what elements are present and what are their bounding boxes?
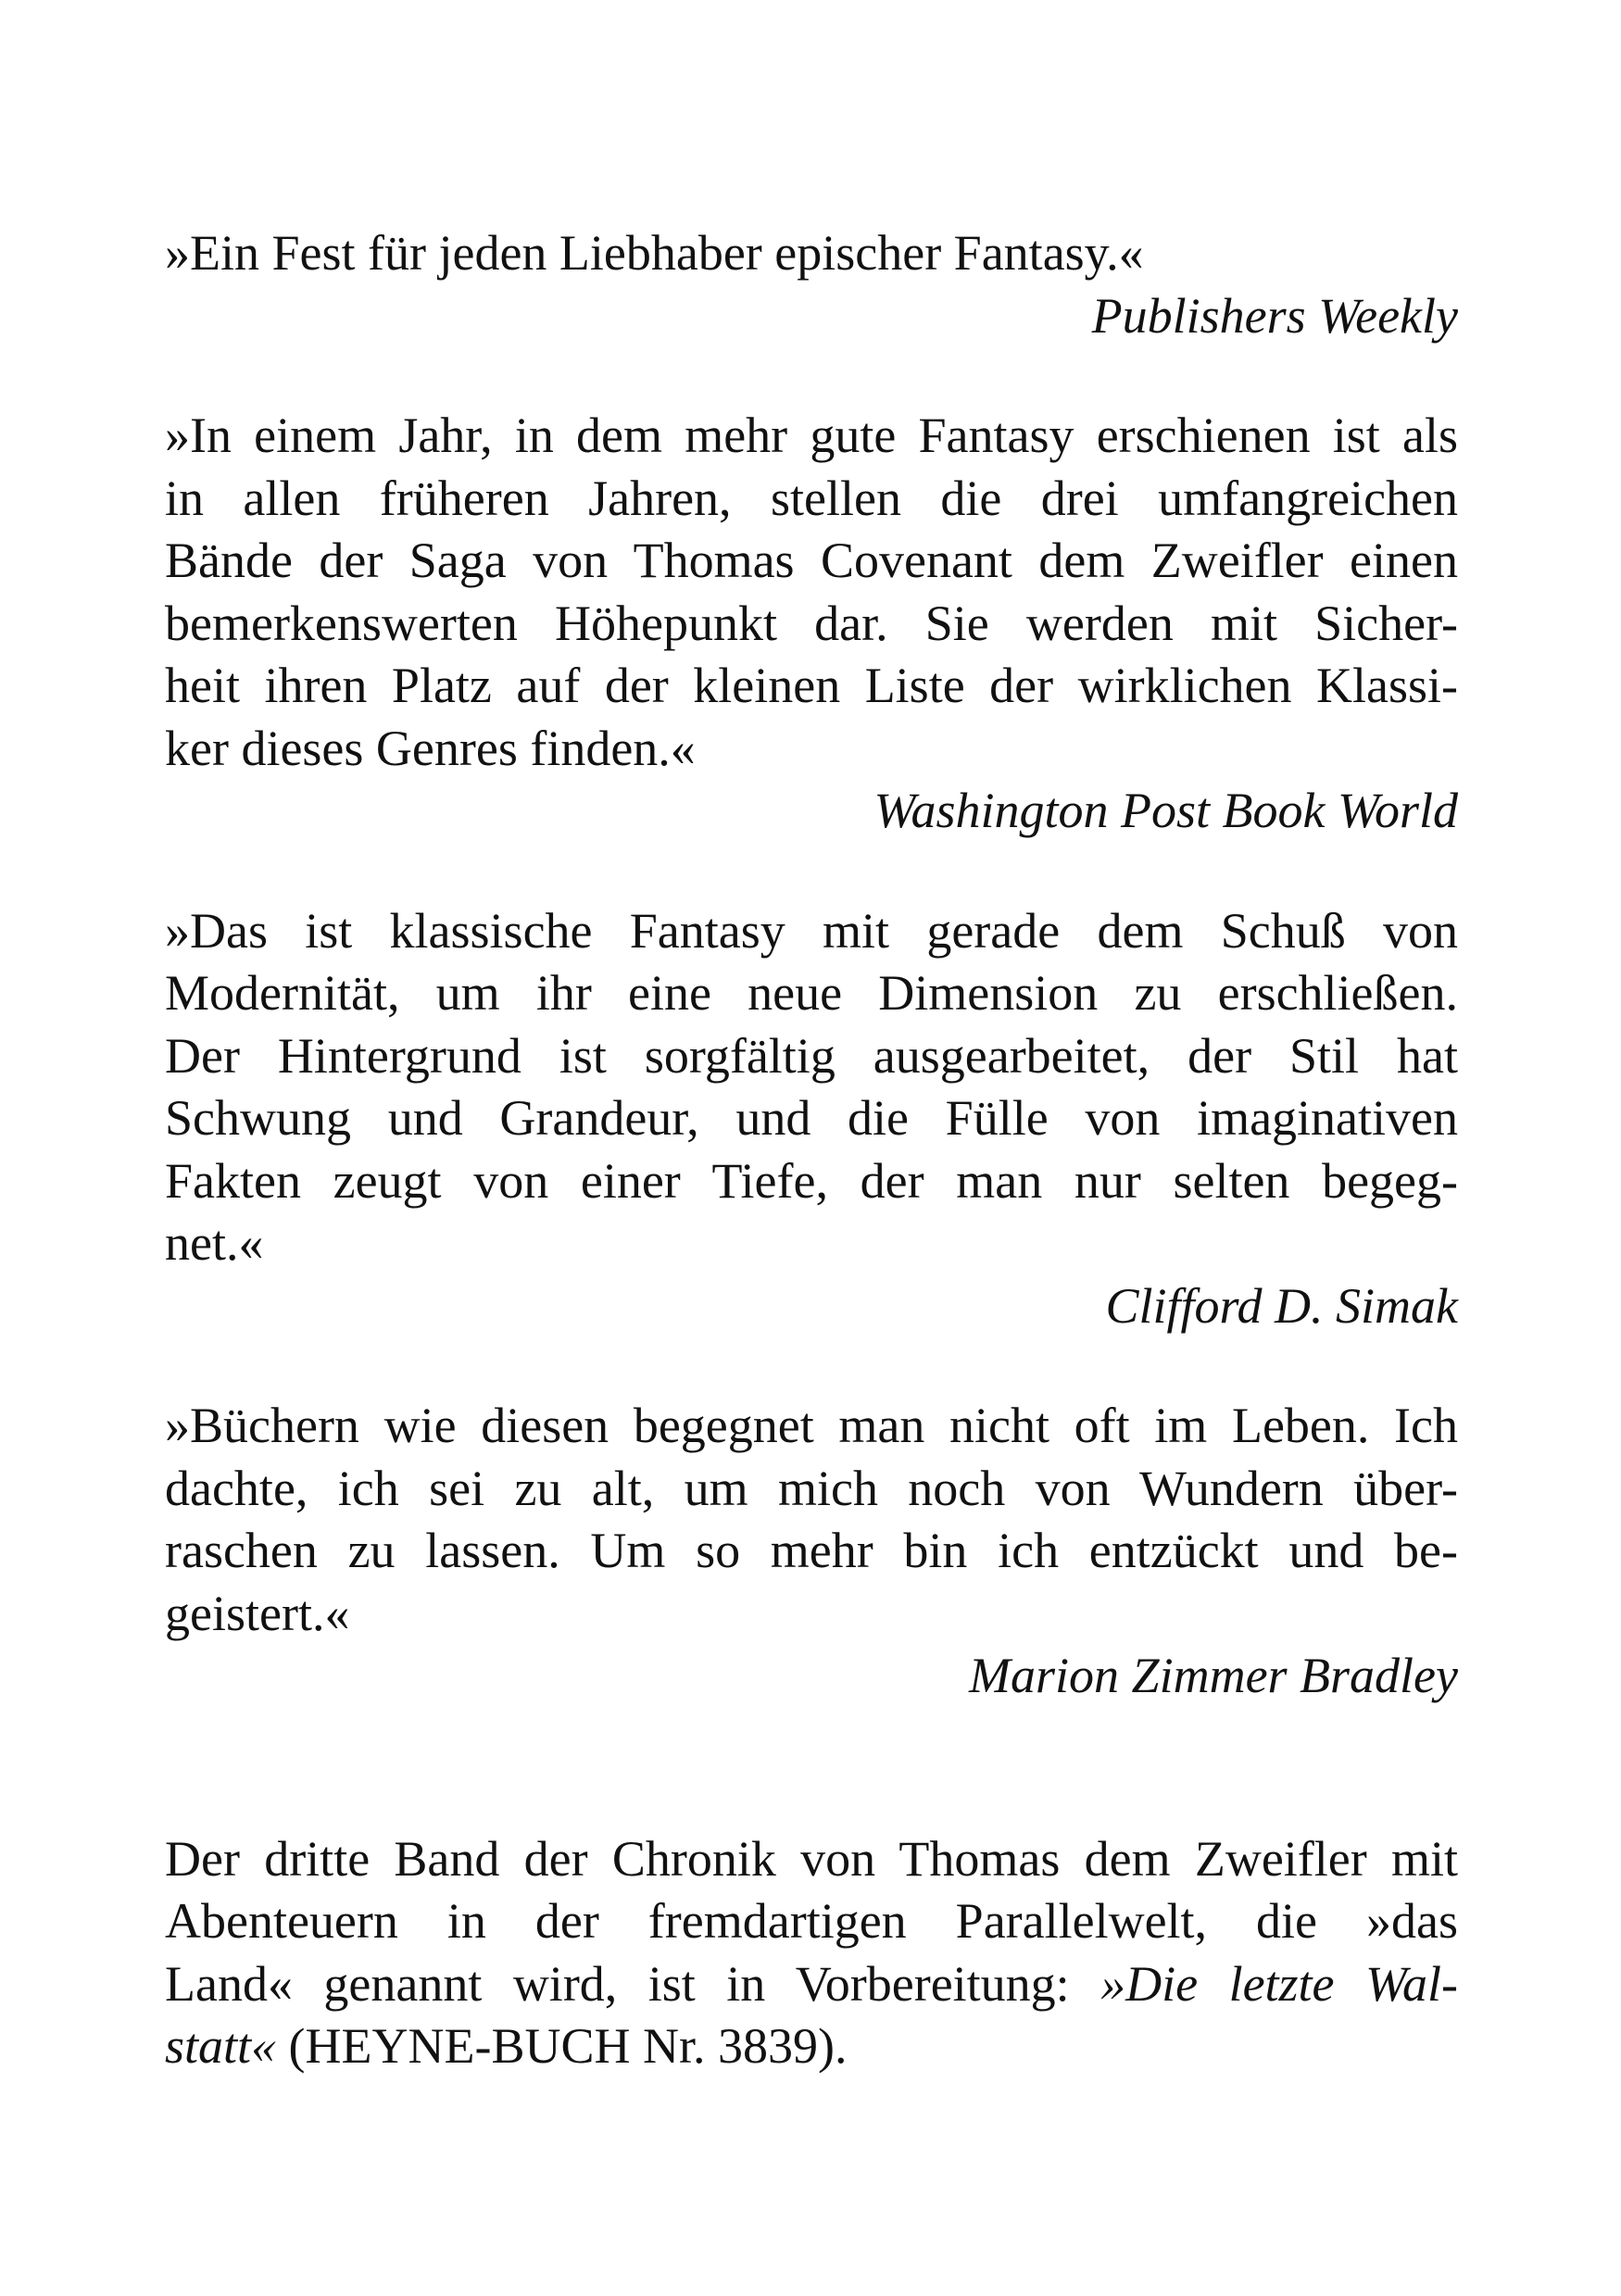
quote-source: Washington Post Book World [873, 783, 1458, 838]
announcement-line: Abenteuern in der fremdartigen Parallelwelt, die »das [165, 1893, 1458, 1949]
quote-line: »In einem Jahr, in dem mehr gute Fantasy erschienen ist als [165, 408, 1458, 463]
quote-line: ker dieses Genres finden.« [165, 720, 696, 776]
announcement-line [165, 1953, 1458, 2016]
book-title: statt« [165, 2018, 277, 2074]
quote-line: net.« [165, 1215, 264, 1271]
quote-line: Der Hintergrund ist sorgfältig ausgearbeitet, der Stil hat [165, 1027, 1458, 1084]
book-title: »Die letzte Wal- [1100, 1955, 1458, 2012]
quote-line: in allen früheren Jahren, stellen die drei umfangreichen [165, 470, 1458, 526]
announcement-text: (HEYNE-BUCH Nr. 3839). [276, 2018, 848, 2074]
quote-line: Modernität, um ihr eine neue Dimension zu erschließen. [165, 965, 1458, 1021]
quote-line: bemerkenswerten Höhepunkt dar. Sie werden mit Sicher- [165, 595, 1458, 651]
quote-block [165, 1395, 1458, 1708]
quote-line: Fakten zeugt von einer Tiefe, der man nur selten begeg- [165, 1152, 1458, 1209]
announcement-line [165, 2015, 1458, 2078]
quote-line: »Das ist klassische Fantasy mit gerade dem Schuß von [165, 902, 1458, 959]
quote-source: Marion Zimmer Bradley [969, 1648, 1458, 1703]
quote-line: Schwung und Grandeur, und die Fülle von imaginativen [165, 1090, 1458, 1146]
quote-block [165, 900, 1458, 1338]
announcement-text: Land« genannt wird, ist in Vorbereitung: [165, 1955, 1101, 2012]
quote-line: geistert.« [165, 1585, 350, 1641]
quote-source: Publishers Weekly [1091, 287, 1458, 344]
announcement [165, 1828, 1458, 2078]
quote-line: dachte, ich sei zu alt, um mich noch von Wundern über- [165, 1460, 1458, 1516]
quote-line: heit ihren Platz auf der kleinen Liste der wirklichen Klassi- [165, 658, 1458, 713]
announcement-line: Der dritte Band der Chronik von Thomas dem Zweifler mit [165, 1830, 1458, 1887]
quote-block [165, 222, 1458, 347]
quote-block [165, 405, 1458, 843]
quote-source: Clifford D. Simak [1105, 1277, 1458, 1334]
quote-line: raschen zu lassen. Um so mehr bin ich entzückt und be- [165, 1523, 1458, 1578]
quote-line: »Büchern wie diesen begegnet man nicht oft im Leben. Ich [165, 1398, 1458, 1453]
quote-line: »Ein Fest für jeden Liebhaber epischer Fantasy.« [165, 225, 1144, 281]
quote-line: Bände der Saga von Thomas Covenant dem Zweifler einen [165, 533, 1458, 588]
